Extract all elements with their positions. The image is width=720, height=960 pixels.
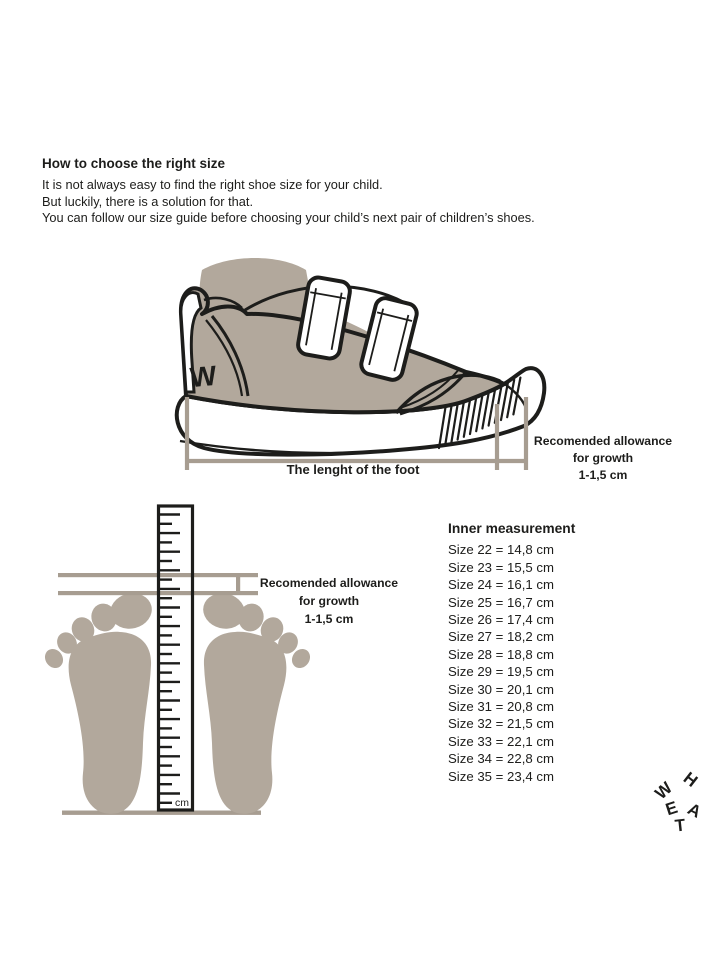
shoe-allowance-line: for growth: [572, 451, 634, 465]
size-separator: =: [492, 559, 508, 575]
shoe-measurement-illustration: [148, 248, 580, 488]
size-value: 20,8 cm: [507, 699, 554, 715]
heel-logo-w: W: [188, 359, 218, 394]
ruler-unit-label: cm: [175, 797, 189, 809]
size-label: Size 25: [448, 594, 492, 610]
size-value: 15,5 cm: [507, 559, 554, 575]
page-title: How to choose the right size: [42, 156, 226, 172]
size-separator: =: [492, 664, 508, 680]
feet-allowance-line: for growth: [298, 594, 360, 608]
intro-line: It is not always easy to find the right shoe size for your child.: [42, 177, 383, 192]
size-separator: =: [492, 542, 508, 558]
size-label: Size 22: [448, 542, 492, 558]
size-row: [448, 611, 575, 628]
size-value: 19,5 cm: [507, 664, 554, 680]
size-label: Size 26: [448, 612, 492, 628]
size-row: [448, 646, 575, 663]
size-value: 18,8 cm: [507, 646, 554, 662]
size-value: 16,1 cm: [507, 577, 554, 593]
size-separator: =: [492, 768, 508, 784]
size-value: 22,8 cm: [507, 751, 554, 767]
size-separator: =: [492, 699, 508, 715]
size-separator: =: [492, 577, 508, 593]
brand-letter-h: H: [679, 768, 702, 791]
size-row: [448, 715, 575, 732]
size-label: Size 33: [448, 733, 492, 749]
intro-line: You can follow our size guide before choosing your child’s next pair of children’s shoes.: [42, 210, 535, 226]
size-row: [448, 750, 575, 767]
size-value: 21,5 cm: [507, 716, 554, 732]
size-label: Size 29: [448, 664, 492, 680]
size-row: [448, 576, 575, 593]
size-row: [448, 733, 575, 750]
size-label: Size 31: [448, 699, 492, 715]
left-footprint: [41, 589, 155, 814]
size-separator: =: [492, 612, 508, 628]
size-label: Size 27: [448, 629, 492, 645]
size-label: Size 28: [448, 646, 492, 662]
size-label: Size 30: [448, 681, 492, 697]
size-row: [448, 681, 575, 698]
foot-length-label: The lenght of the foot: [286, 462, 420, 477]
size-value: 18,2 cm: [507, 629, 554, 645]
size-label: Size 35: [448, 768, 492, 784]
intro-line: But luckily, there is a solution for that.: [42, 193, 254, 209]
size-value: 22,1 cm: [507, 733, 554, 749]
size-separator: =: [492, 681, 508, 697]
shoe-allowance-line: 1-1,5 cm: [578, 468, 628, 482]
size-row: [448, 628, 575, 645]
brand-letter-w: W: [651, 778, 677, 804]
feet-ruler-illustration: [30, 495, 410, 840]
inner-measurement-table: [448, 520, 575, 785]
shoe-allowance-label: [521, 433, 685, 484]
size-rows: [448, 541, 575, 785]
size-label: Size 23: [448, 559, 492, 575]
intro-paragraph: [42, 177, 535, 227]
size-label: Size 24: [448, 577, 492, 593]
size-row: [448, 541, 575, 558]
size-separator: =: [492, 646, 508, 662]
brand-letter-a: A: [684, 799, 705, 822]
size-separator: =: [492, 594, 508, 610]
size-separator: =: [492, 751, 508, 767]
feet-allowance-label: [247, 574, 411, 628]
size-label: Size 34: [448, 751, 492, 767]
feet-allowance-line: 1-1,5 cm: [304, 612, 354, 626]
feet-allowance-line: Recomended allowance: [259, 576, 399, 590]
size-row: [448, 768, 575, 785]
size-row: [448, 698, 575, 715]
brand-letter-e: E: [663, 797, 680, 820]
size-value: 14,8 cm: [507, 542, 554, 558]
brand-letter-t: T: [673, 815, 687, 836]
size-value: 23,4 cm: [507, 768, 554, 784]
shoe-allowance-line: Recomended allowance: [533, 434, 673, 448]
size-row: [448, 663, 575, 680]
size-row: [448, 594, 575, 611]
size-value: 17,4 cm: [507, 612, 554, 628]
size-row: [448, 559, 575, 576]
size-value: 20,1 cm: [507, 681, 554, 697]
size-separator: =: [492, 629, 508, 645]
size-separator: =: [492, 733, 508, 749]
table-heading: Inner measurement: [448, 521, 576, 536]
size-label: Size 32: [448, 716, 492, 732]
size-value: 16,7 cm: [507, 594, 554, 610]
size-separator: =: [492, 716, 508, 732]
